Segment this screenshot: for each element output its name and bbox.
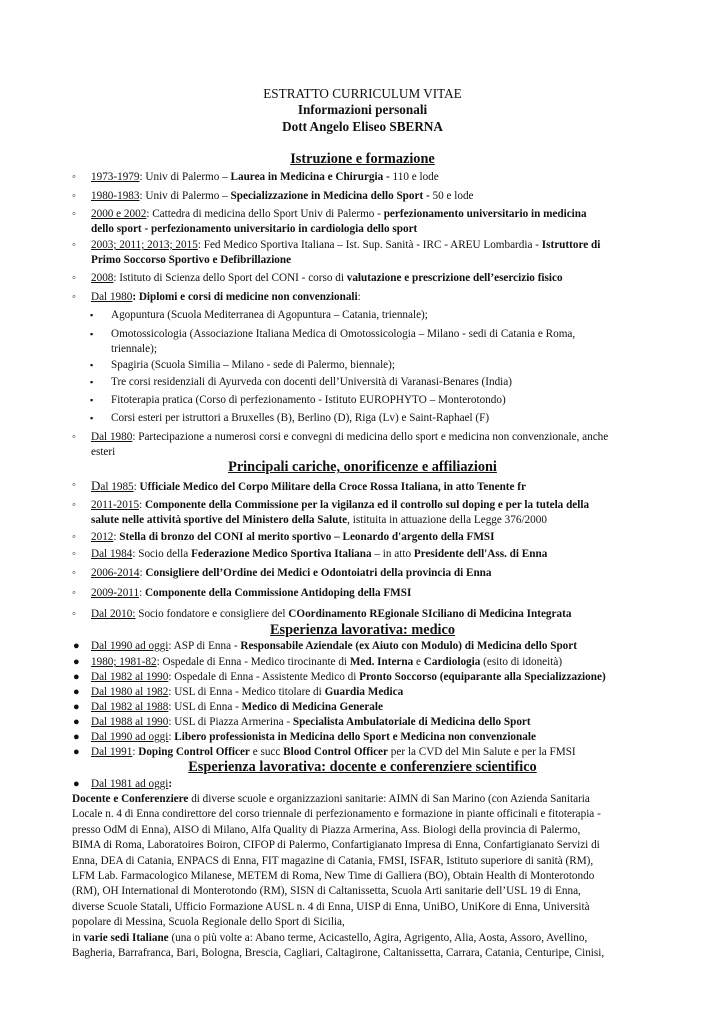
paragraph-line: Bagheria, Barrafranca, Bari, Bologna, Brescia, Cagliari, Caltagirone, Caltanissetta, Carrara, Catania, Centuripe, Cinisi, xyxy=(72,947,605,959)
paragraph-line: (RM), OH International di Monterotondo (RM), SISN di Caltanissetta, Scuola Arti sanitarie dell’USL 19 di Enna, xyxy=(72,885,581,897)
circle-bullet-icon: ◦ xyxy=(72,272,76,284)
cv-document: ESTRATTO CURRICULUM VITAE Informazioni personali Dott Angelo Eliseo SBERNA Istruzione e formazione ◦ 1973-1979: Univ di Palermo – Laurea in Medicina e Chirurgia - 110 e lode ◦ 1980-1983: Univ di Palermo – Specializzazione in Medicina dello Sport - 50 e lode ◦ 2000 e 2002: Cattedra di medicina dello Sport Univ di Palermo - perfezionamento universitario in medicina dello sport - perfezionamento universitario in cardiologia dello sport ◦ 2003; 2011; 2013; 2015: Fed Medico Sportiva Italiana – Ist. Sup. Sanità - IRC - AREU Lombardia - Istruttore di Primo Soccorso Sportivo e Defibrillazione ◦ 2008: Istituto di Scienza dello Sport del CONI - corso di valutazione e prescrizione dell’esercizio fisico ◦ Dal 1980: Diplomi e corsi di medicine non convenzionali: ▪ Agopuntura (Scuola Mediterranea di Agopuntura – Catania, triennale); ▪ Omotossicologia (Associazione Italiana Medica di Omotossicologia – Milano - sedi di Catania e Roma, triennale); ▪ Spagiria (Scuola Similia – Milano - sede di Palermo, biennale); ▪ Tre corsi residenziali di Ayurveda con docenti dell’Università di Varanasi-Benares (India) ▪ Fitoterapia pratica (Corso di perfezionamento - Istituto EUROPHYTO – Monterotondo) ▪ Corsi esteri per istruttori a Bruxelles (B), Berlino (D), Riga (Lv) e Saint-Raphael (F) ◦ Dal 1980: Partecipazione a numerosi corsi e convegni di medicina dello sport e medicina non convenzionale, anche esteri Principali cariche, onorificenze e affiliazioni ◦ Dal 1985: Ufficiale Medico del Corpo Militare della Croce Rossa Italiana, in atto Tenente fr ◦ 2011-2015: Componente della Commissione per la vigilanza ed il controllo sul doping e per la tutela della salute nelle attività sportive del Ministero della Salute, istituita in attuazione della Legge 376/2000 ◦ 2012: Stella di bronzo del CONI al merito sportivo – Leonardo d'argento della FMSI ◦ Dal 1984: Socio della Federazione Medico Sportiva Italiana – in atto Presidente dell'Ass. di Enna ◦ 2006-2014: Consigliere dell’Ordine dei Medici e Odontoiatri della provincia di Enna ◦ 2009-2011: Componente della Commissione Antidoping della FMSI ◦ Dal 2010: Socio fondatore e consigliere del COordinamento REgionale SIciliano di Medicina Integrata Esperienza lavorativa: medico ● Dal 1990 ad oggi: ASP di Enna - Responsabile Aziendale (ex Aiuto con Modulo) di Medicina dello Sport ● 1980; 1981-82: Ospedale di Enna - Medico tirocinante di Med. Interna e Cardiologia (esito di idoneità) ● Dal 1982 al 1990: Ospedale di Enna - Assistente Medico di Pronto Soccorso (equiparante alla Specializzazione) ● Dal 1980 al 1982: USL di Enna - Medico titolare di Guardia Medica ● Dal 1982 al 1988: USL di Enna - Medico di Medicina Generale ● Dal 1988 al 1990: USL di Piazza Armerina - Specialista Ambulatoriale di Medicina dello Sport ● Dal 1990 ad oggi: Libero professionista in Medicina dello Sport e Medicina non convenzionale ● Dal 1991: Doping Control Officer e succ Blood Control Officer per la CVD del Min Salute e per la FMSI Esperienza lavorativa: docente e conferenziere scientifico ● Dal 1981 ad oggi: Docente e Conferenziere di diverse scuole e organizzazioni sanitarie: AIMN di San Marino (con Azienda Sanitaria Locale n. 4 di Enna condirettore del corso triennale di perfezionamento e formazione in piante officinali e fitoterapia - presso OdM di Enna), AISO di Milano, Alfa Quality di Piazza Armerina, Ass. Biologi della provincia di Palermo, BIMA di Roma, Laboratoires Boiron, CIFOP di Palermo, Confartigianato Impresa di Enna, Confartigianato Servizi di Enna, DEA di Catania, ENPACS di Enna, FIT magazine di Catania, FMSI, ISFAR, Istituto superiore di sanità (RM), LFM Lab. Farmacologico Milanese, METEM di Roma, New Time di Galliera (BO), Obtain Health di Monterotondo (RM), OH International di Monterotondo (RM), SISN di Caltanissetta, Scuola Arti sanitarie dell’USL 19 di Enna, diverse Scuole Statali, Ufficio Formazione AUSL n. 4 di Enna, UISP di Enna, UniBO, UniKore di Enna, Università popolare di Messina, Scuola Regionale dello Sport di Sicilia, in varie sedi Italiane (una o più volte a: Abano terme, Acicastello, Agira, Agrigento, Alia, Aosta, Assoro, Avellino, Bagheria, Barrafranca, Bari, Bologna, Brescia, Cagliari, Caltagirone, Caltanissetta, Carrara, Catania, Centuripe, Cinisi, xyxy=(0,0,725,1024)
section-heading-positions: Principali cariche, onorificenze e affiliazioni xyxy=(228,459,497,475)
square-bullet-icon: ▪ xyxy=(90,360,94,370)
disc-bullet-icon: ● xyxy=(73,656,80,668)
paragraph-line: BIMA di Roma, Laboratoires Boiron, CIFOP di Palermo, Confartigianato Impresa di Enna, Confartigianato Servizi di xyxy=(72,839,600,851)
person-name: Dott Angelo Eliseo SBERNA xyxy=(282,119,443,134)
square-bullet-icon: ▪ xyxy=(90,329,94,339)
paragraph-line: Locale n. 4 di Enna condirettore del corso triennale di perfezionamento e formazione in piante officinali e fitoterapia - xyxy=(72,808,601,820)
paragraph-line: in varie sedi Italiane (una o più volte a: Abano terme, Acicastello, Agira, Agrigento, Alia, Aosta, Assoro, Avellino, xyxy=(72,932,588,944)
paragraph-line: Docente e Conferenziere di diverse scuole e organizzazioni sanitarie: AIMN di San Marino (con Azienda Sanitaria xyxy=(72,793,590,805)
paragraph-line: presso OdM di Enna), AISO di Milano, Alfa Quality di Piazza Armerina, Ass. Biologi della provincia di Palermo, xyxy=(72,824,581,836)
circle-bullet-icon: ◦ xyxy=(72,431,76,443)
disc-bullet-icon: ● xyxy=(73,686,80,698)
section-heading-education: Istruzione e formazione xyxy=(290,151,435,167)
circle-bullet-icon: ◦ xyxy=(72,531,76,543)
section-heading-medical-experience: Esperienza lavorativa: medico xyxy=(269,622,456,638)
disc-bullet-icon: ● xyxy=(73,640,80,652)
circle-bullet-icon: ◦ xyxy=(72,190,76,202)
disc-bullet-icon: ● xyxy=(73,671,80,683)
circle-bullet-icon: ◦ xyxy=(72,567,76,579)
square-bullet-icon: ▪ xyxy=(90,395,94,405)
disc-bullet-icon: ● xyxy=(73,746,80,758)
paragraph-line: popolare di Messina, Scuola Regionale dello Sport di Sicilia, xyxy=(72,916,345,928)
document-title: ESTRATTO CURRICULUM VITAE xyxy=(263,86,462,101)
circle-bullet-icon: ◦ xyxy=(72,608,76,620)
circle-bullet-icon: ◦ xyxy=(72,499,76,511)
circle-bullet-icon: ◦ xyxy=(72,208,76,220)
circle-bullet-icon: ◦ xyxy=(72,548,76,560)
circle-bullet-icon: ◦ xyxy=(72,291,76,303)
disc-bullet-icon: ● xyxy=(73,716,80,728)
circle-bullet-icon: ◦ xyxy=(72,171,76,183)
circle-bullet-icon: ◦ xyxy=(72,239,76,251)
circle-bullet-icon: ◦ xyxy=(72,479,76,491)
square-bullet-icon: ▪ xyxy=(90,310,94,320)
circle-bullet-icon: ◦ xyxy=(72,587,76,599)
paragraph-line: diverse Scuole Statali, Ufficio Formazione AUSL n. 4 di Enna, UISP di Enna, UniBO, UniKore di Enna, Università xyxy=(72,901,590,913)
square-bullet-icon: ▪ xyxy=(90,377,94,387)
section-heading-teaching-experience: Esperienza lavorativa: docente e conferenziere scientifico xyxy=(188,759,537,775)
disc-bullet-icon: ● xyxy=(73,731,80,743)
personal-info-heading: Informazioni personali xyxy=(297,102,428,117)
disc-bullet-icon: ● xyxy=(73,778,80,790)
disc-bullet-icon: ● xyxy=(73,701,80,713)
paragraph-line: LFM Lab. Farmacologico Milanese, METEM di Roma, New Time di Galliera (BO), Obtain Health di Monterotondo xyxy=(72,870,595,882)
square-bullet-icon: ▪ xyxy=(90,413,94,423)
paragraph-line: Enna, DEA di Catania, ENPACS di Enna, FIT magazine di Catania, FMSI, ISFAR, Istituto superiore di sanità (RM), xyxy=(72,855,594,867)
